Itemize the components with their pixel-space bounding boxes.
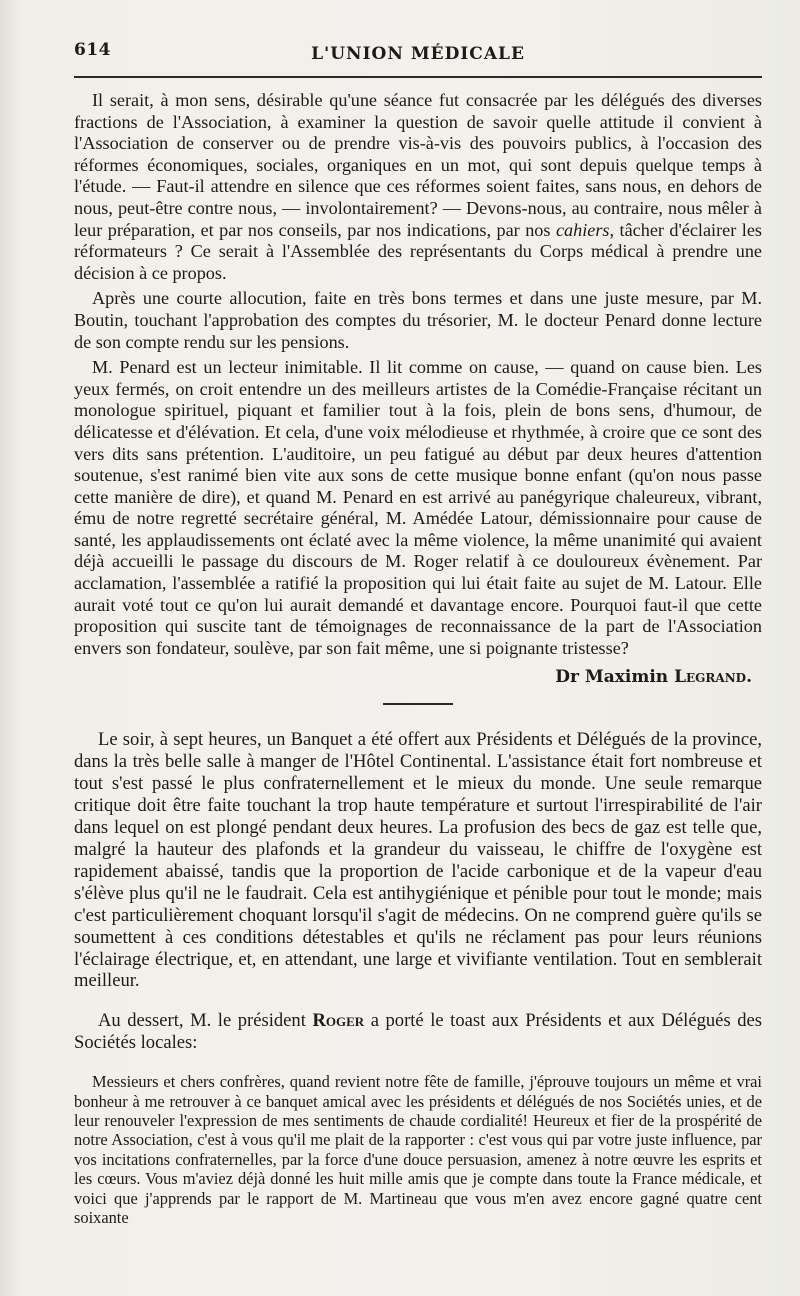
paragraph: Le soir, à sept heures, un Banquet a été offert aux Présidents et Délégués de la province, dans la très belle salle à manger de l'Hôtel Continental. L'assistance était fort nombreuse et tout s'est passé le plus confraternellement et le mieux du monde. Une seule remarque critique doit être faite touchant la trop haute température et surtout l'irrespirabilité de l'air dans lequel on est plongé pendant deux heures. La profusion des becs de gaz est telle que, malgré la hauteur des plafonds et la grandeur du vaisseau, le chiffre de l'oxygène est rapidement abaissé, tandis que la proportion de l'acide carbonique et de la vapeur d'eau s'élève plus qu'il ne le faudrait. Cela est antihygiénique et pénible pour tout le monde; mais c'est particulièrement choquant lorsqu'il s'agit de médecins. On ne comprend guère qu'ils se soumettent à ces conditions détestables et qu'ils ne réclament pas pour leurs réunions l'éclairage électrique, et, en attendant, une large et vivifiante ventilation. Tout en semblerait meilleur. — [74, 729, 762, 992]
banquet-section — [74, 729, 762, 1054]
paragraph: Il serait, à mon sens, désirable qu'une séance fut consacrée par les délégués des diverses fractions de l'Association, à examiner la question de savoir quelle attitude il convient à l'Association de conserver ou de prendre vis-à-vis des pouvoirs publics, à l'occasion des réformes économiques, sociales, organiques en un mot, qui sont depuis quelque temps à l'étude. — Faut-il attendre en silence que ces réformes soient faites, sans nous, en dehors de nous, peut-être contre nous, — involontairement? — Devons-nous, au contraire, nous mêler à leur préparation, et par nos conseils, par nos indications, par nos cahiers, tâcher d'éclairer les réformateurs ? Ce serait à l'Assemblée des représentants du Corps médical à prendre une décision à ce propos. — [74, 90, 762, 283]
paragraph: Après une courte allocution, faite en très bons termes et dans une juste mesure, par M. Boutin, touchant l'approbation des comptes du trésorier, M. le docteur Penard donne lecture de son compte rendu sur les pensions. — [74, 288, 762, 352]
paragraph: M. Penard est un lecteur inimitable. Il lit comme on cause, — quand on cause bien. Les yeux fermés, on croit entendre un des meilleurs artistes de la Comédie-Française récitant un monologue spirituel, piquant et familier tout à la fois, plein de bons sens, d'humour, de délicatesse et d'élévation. Et cela, d'une voix mélodieuse et rhythmée, à croire que ce sont des vers dits sans prétention. L'auditoire, un peu fatigué au début par deux heures d'attention soutenue, s'est ranimé bien vite aux sons de cette musique bonne enfant (qu'on nous passe cette manière de dire), et quand M. Penard en est arrivé au panégyrique chaleureux, vibrant, ému de notre regretté secrétaire général, M. Amédée Latour, démissionnaire pour cause de santé, les applaudissements ont éclaté avec la même violence, la même unanimité qui avaient déjà accueilli le passage du discours de M. Roger relatif à ce douloureux évènement. Par acclamation, l'assemblée a ratifié la proposition qui lui était faite au sujet de M. Latour. Elle aurait voté tout ce qu'on lui aurait demandé et davantage encore. Pourquoi faut-il que cette proposition qui suscite tant de témoignages de reconnaissance de la part de l'Association envers son fondateur, soulève, par son fait même, une si poignante tristesse? — [74, 357, 762, 658]
article-body — [74, 90, 762, 659]
toast-speech — [74, 1072, 762, 1227]
section-divider — [383, 703, 453, 705]
page-header — [74, 40, 762, 78]
speech-text: Messieurs et chers confrères, quand revient notre fête de famille, j'éprouve toujours un même et vrai bonheur à me retrouver à ce banquet amical avec les présidents et délégués de nos Sociétés unies, et de leur renouveler l'expression de mes sentiments de chaude cordialité! Heureux et fier de la prospérité de notre Association, c'est à vous qu'il me plait de la rapporter : c'est vous qui par votre juste influence, par vos incitations confraternelles, par la force d'une douce persuasion, amenez à notre œuvre les esprits et les cœurs. Vous m'aviez déjà donné les huit mille amis que je compte dans toute la France médicale, et voici que j'apprends par le rapport de M. Martineau que vous m'en avez encore gagné quatre cent soixante — [74, 1072, 762, 1227]
page-number: 614 — [74, 40, 111, 60]
running-head: L'UNION MÉDICALE — [311, 44, 525, 64]
signature: Dr Maximin Legrand. — [555, 667, 752, 688]
paragraph: Au dessert, M. le président Roger a porté le toast aux Présidents et aux Délégués des Sociétés locales: — [74, 1010, 762, 1054]
